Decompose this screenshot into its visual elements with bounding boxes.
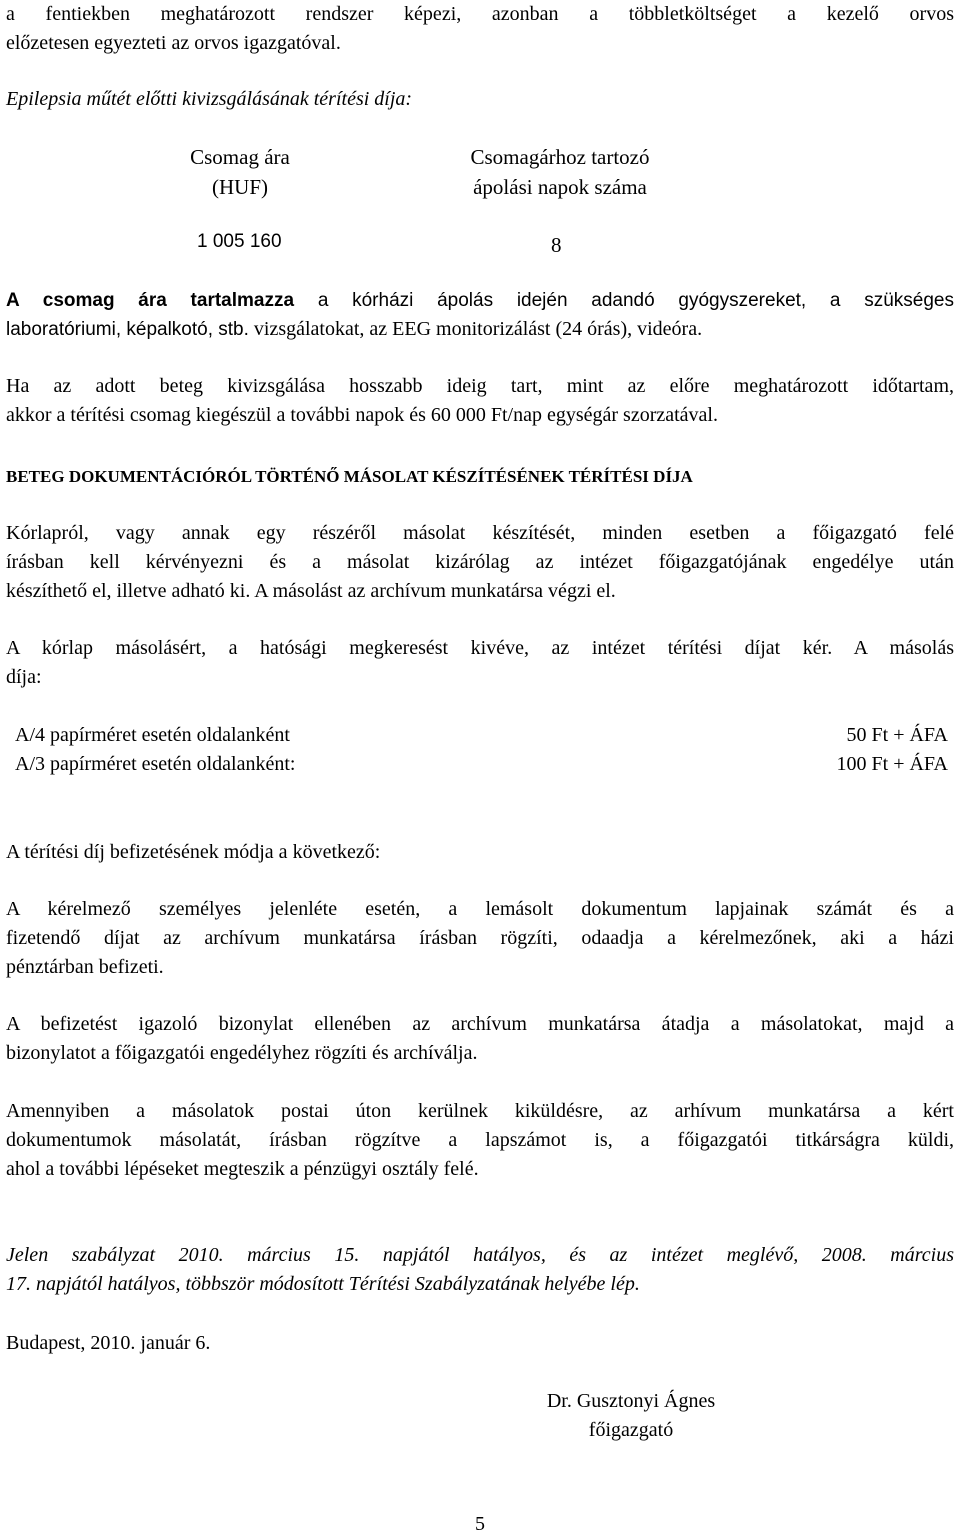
payment-heading: A térítési díj befizetésének módja a következő: bbox=[6, 841, 381, 863]
package-price: 1 005 160 bbox=[197, 231, 282, 252]
fee-price-a3: 100 Ft + ÁFA bbox=[836, 753, 948, 775]
fee-label-a4: A/4 papírméret esetén oldalanként bbox=[15, 724, 290, 746]
copy-para-1-line-3: készíthető el, illetve adható ki. A másolást az archívum munkatársa végzi el. bbox=[6, 580, 616, 602]
payment-para-3-line-2: dokumentumok másolatát, írásban rögzítve a lapszámot is, a főigazgatói titkárságra küldi, bbox=[6, 1129, 954, 1151]
epilepsy-heading: Epilepsia műtét előtti kivizsgálásának térítési díja: bbox=[6, 88, 413, 110]
fee-label-a3: A/3 papírméret esetén oldalanként: bbox=[15, 753, 296, 775]
payment-para-1-line-3: pénztárban befizeti. bbox=[6, 956, 164, 978]
payment-para-1-line-1: A kérelmező személyes jelenléte esetén, a lemásolt dokumentum lapjainak számát és a bbox=[6, 898, 954, 920]
payment-para-1-line-2: fizetendő díjat az archívum munkatársa írásban rögzíti, odaadja a kérelmezőnek, aki a házi bbox=[6, 927, 954, 949]
extension-line-2: akkor a térítési csomag kiegészül a további napok és 60 000 Ft/nap egységár szorzatával. bbox=[6, 404, 718, 426]
copy-para-2-line-1: A kórlap másolásért, a hatósági megkeresést kivéve, az intézet térítési díjat kér. A másolás bbox=[6, 637, 954, 659]
nursing-days: 8 bbox=[551, 233, 562, 257]
page-number: 5 bbox=[475, 1513, 485, 1535]
copy-para-2-line-2: díja: bbox=[6, 666, 42, 688]
payment-para-3-line-3: ahol a további lépéseket megteszik a pénzügyi osztály felé. bbox=[6, 1158, 479, 1180]
validity-line-2: 17. napjától hatályos, többször módosított Térítési Szabályzatának helyébe lép. bbox=[6, 1273, 640, 1295]
copy-para-1-line-2: írásban kell kérvényezni és a másolat kizárólag az intézet főigazgatójának engedélye után bbox=[6, 551, 954, 573]
payment-para-2-line-1: A befizetést igazoló bizonylat ellenében az archívum munkatársa átadja a másolatokat, majd a bbox=[6, 1013, 954, 1035]
payment-para-3-line-1: Amennyiben a másolatok postai úton kerülnek kiküldésre, az arhívum munkatársa a kért bbox=[6, 1100, 954, 1122]
validity-line-1: Jelen szabályzat 2010. március 15. napjától hatályos, és az intézet meglévő, 2008. március bbox=[6, 1244, 954, 1266]
signer-title: főigazgató bbox=[588, 1419, 674, 1441]
intro-line-2: előzetesen egyezteti az orvos igazgatóval. bbox=[6, 32, 341, 54]
place-date: Budapest, 2010. január 6. bbox=[6, 1332, 211, 1354]
price-column-header: Csomag ára (HUF) bbox=[190, 145, 290, 199]
copy-fee-heading: BETEG DOKUMENTÁCIÓRÓL TÖRTÉNŐ MÁSOLAT KÉSZÍTÉSÉNEK TÉRÍTÉSI DÍJA bbox=[6, 467, 693, 486]
days-column-header: Csomagárhoz tartozó ápolási napok száma bbox=[470, 145, 650, 199]
signer-name: Dr. Gusztonyi Ágnes bbox=[546, 1390, 716, 1412]
intro-line-1: a fentiekben meghatározott rendszer képezi, azonban a többletköltséget a kezelő orvos bbox=[6, 3, 954, 25]
extension-line-1: Ha az adott beteg kivizsgálása hosszabb ideig tart, mint az előre meghatározott időtartam, bbox=[6, 375, 954, 397]
copy-para-1-line-1: Kórlapról, vagy annak egy részéről másolat készítését, minden esetben a főigazgató felé bbox=[6, 522, 954, 544]
package-content-line-1: A csomag ára tartalmazza a kórházi ápolás idején adandó gyógyszereket, a szükséges bbox=[6, 290, 955, 311]
package-content-line-2: laboratóriumi, képalkotó, stb. vizsgálatokat, az EEG monitorizálást (24 órás), videóra. bbox=[6, 318, 703, 340]
fee-price-a4: 50 Ft + ÁFA bbox=[846, 724, 948, 746]
payment-para-2-line-2: bizonylatot a főigazgatói engedélyhez rögzíti és archíválja. bbox=[6, 1042, 478, 1064]
